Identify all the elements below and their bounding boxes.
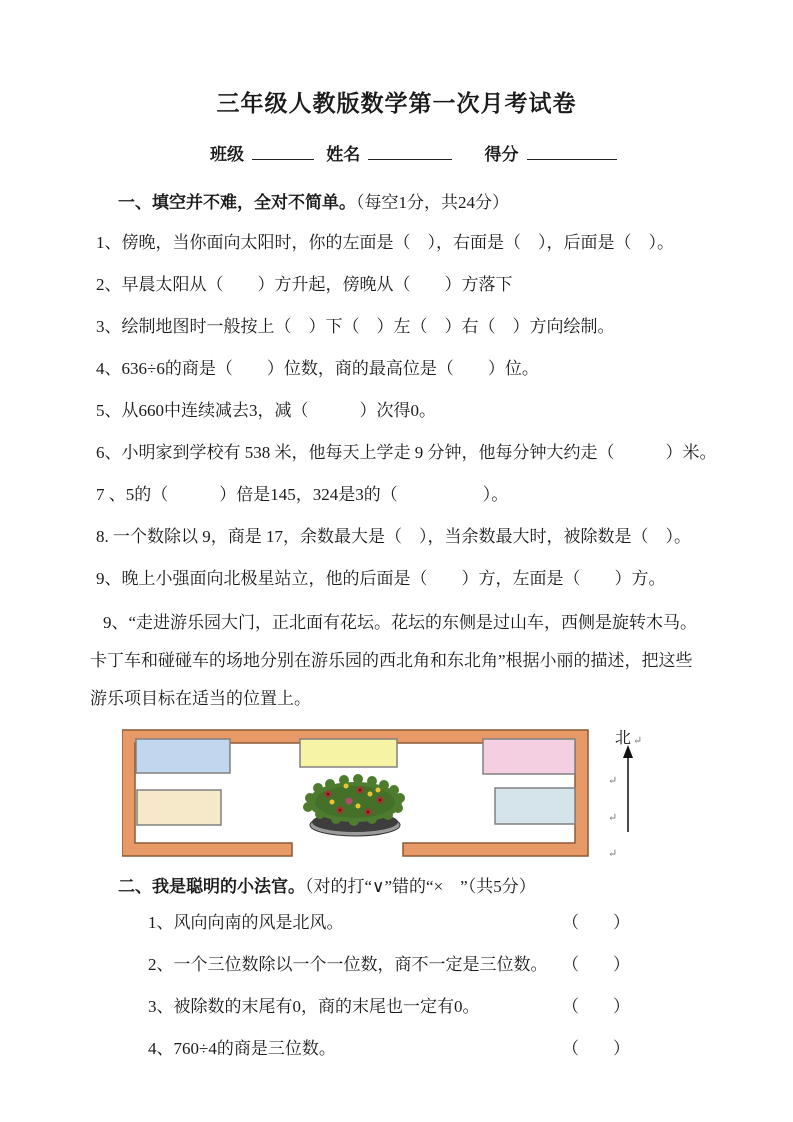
question-8: 8. 一个数除以 9，商是 17，余数最大是（ ），当余数最大时，被除数是（ ）。	[96, 527, 691, 546]
question-6: 6、小明家到学校有 538 米，他每天上学走 9 分钟，他每分钟大约走（ ）米。	[96, 443, 717, 462]
spot-northwest	[136, 739, 230, 773]
tf-item-4	[0, 1028, 793, 1070]
return-mark-icon: ↵	[608, 812, 618, 824]
section2-heading	[118, 874, 793, 900]
return-mark-icon: ↵	[608, 775, 618, 787]
name-label: 姓名	[326, 145, 361, 164]
header-fields	[210, 140, 793, 162]
tf-item-text: 3、被除数的末尾有0，商的末尾也一定有0。	[148, 997, 480, 1016]
return-mark-icon: ↵	[608, 848, 618, 860]
question-7: 7 、5的（ ）倍是145，324是3的（ ）。	[96, 485, 509, 504]
tf-item-2	[0, 944, 793, 986]
tf-item-1	[0, 902, 793, 944]
tf-answer-blank: （ ）	[562, 913, 630, 932]
tf-answer-blank: （ ）	[562, 1039, 630, 1058]
section1-heading-title: 一、填空并不难，全对不简单。	[118, 193, 356, 212]
class-blank	[252, 145, 314, 160]
spot-west	[137, 790, 221, 825]
class-label: 班级	[210, 145, 244, 164]
spot-northeast	[483, 739, 575, 774]
section2-heading-note: （对的打“∨”错的“× ”（共5分）	[305, 877, 536, 896]
question-3: 3、绘制地图时一般按上（ ）下（ ）左（ ）右（ ）方向绘制。	[96, 317, 615, 336]
score-label: 得分	[484, 145, 519, 164]
page-title: 三年级人教版数学第一次月考试卷	[216, 91, 577, 116]
section2-heading-title: 二、我是聪明的小法官。	[118, 877, 305, 896]
tf-answer-blank: （ ）	[562, 955, 630, 974]
north-label: 北	[615, 730, 632, 747]
question-9: 9、晚上小强面向北极星站立，他的后面是（ ）方，左面是（ ）方。	[96, 569, 666, 588]
park-map	[122, 722, 667, 862]
question-4: 4、636÷6的商是（ ）位数，商的最高位是（ ）位。	[96, 359, 539, 378]
return-mark-icon: ↵	[633, 735, 643, 747]
question-1: 1、傍晚，当你面向太阳时，你的左面是（ ），右面是（ ），后面是（ ）。	[96, 233, 674, 252]
question-9-map: 9、“走进游乐园大门，正北面有花坛。花坛的东侧是过山车，西侧是旋转木马。卡丁车和碰碰车的场地分别在游乐园的西北角和东北角”根据小丽的描述，把这些游乐项目标在适当的位置上。	[90, 613, 698, 708]
tf-item-text: 4、760÷4的商是三位数。	[148, 1039, 336, 1058]
name-blank	[368, 145, 452, 160]
north-indicator	[615, 729, 633, 832]
question-5: 5、从660中连续减去3，减（ ）次得0。	[96, 401, 436, 420]
score-blank	[527, 145, 617, 160]
tf-item-text: 1、风向向南的风是北风。	[148, 913, 344, 932]
tf-answer-blank: （ ）	[562, 997, 630, 1016]
flower-bed	[303, 774, 405, 836]
tf-item-text: 2、一个三位数除以一个一位数，商不一定是三位数。	[148, 955, 548, 974]
question-2: 2、早晨太阳从（ ）方升起，傍晚从（ ）方落下	[96, 275, 513, 294]
spot-east	[495, 788, 575, 824]
section2-items	[0, 902, 793, 1070]
park-map-figure	[0, 722, 793, 864]
spot-north	[300, 739, 397, 767]
section1-heading	[118, 190, 793, 216]
section1-heading-note: （每空1分，共24分）	[356, 193, 509, 212]
section1-questions	[0, 222, 793, 718]
tf-item-3	[0, 986, 793, 1028]
north-arrow-icon	[623, 745, 633, 832]
